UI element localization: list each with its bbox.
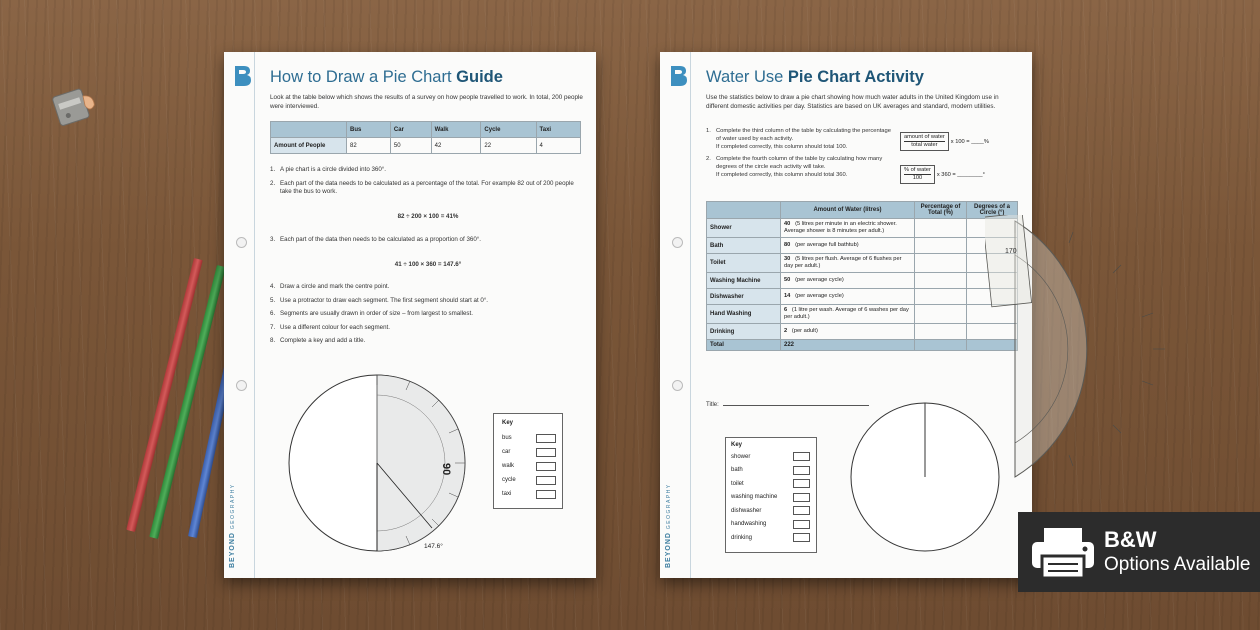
amount-note: (per adult) bbox=[791, 328, 818, 334]
key-colour-box[interactable] bbox=[793, 506, 810, 515]
key-colour-box[interactable] bbox=[793, 452, 810, 461]
amount-note: (per average cycle) bbox=[795, 293, 844, 299]
margin-line bbox=[254, 52, 255, 578]
key-row bbox=[726, 531, 816, 545]
activity-cell: Washing Machine bbox=[707, 273, 781, 289]
key-label: taxi bbox=[502, 491, 512, 497]
step-text: Each part of the data needs to be calculated as a percentage of the total. For example 82 out of 200 people take the bus to work. bbox=[280, 179, 574, 196]
margin-line bbox=[690, 52, 691, 578]
key-row bbox=[494, 445, 562, 459]
table-row bbox=[707, 305, 1018, 324]
protractor-tool-icon bbox=[985, 215, 1175, 485]
amount-value: 6 bbox=[784, 307, 788, 313]
key-label: shower bbox=[731, 453, 751, 460]
beyond-logo-icon bbox=[232, 64, 252, 86]
key-colour-box[interactable] bbox=[793, 493, 810, 502]
formula-denominator: 100 bbox=[904, 174, 931, 182]
key-label: cycle bbox=[502, 477, 516, 483]
step-text: Complete a key and add a title. bbox=[280, 337, 366, 345]
key-row bbox=[494, 487, 562, 501]
key-row bbox=[494, 459, 562, 473]
key-label: dishwasher bbox=[731, 507, 762, 514]
amount-value: 40 bbox=[784, 221, 791, 227]
table-header-cell bbox=[707, 202, 781, 219]
key-row bbox=[726, 518, 816, 532]
table-row bbox=[707, 324, 1018, 340]
step-text: Draw a circle and mark the centre point. bbox=[280, 283, 390, 290]
amount-note: (5 litres per flush. Average of 6 flushes per day per adult.) bbox=[784, 256, 902, 269]
key-label: drinking bbox=[731, 534, 753, 541]
list-item bbox=[270, 180, 586, 197]
punch-hole bbox=[236, 237, 247, 248]
key-label: bus bbox=[502, 435, 512, 441]
steps-list-b bbox=[270, 236, 586, 250]
key-colour-box[interactable] bbox=[793, 479, 810, 488]
calculation-2: 41 ÷ 100 × 360 = 147.6° bbox=[394, 261, 462, 268]
step-note: If completed correctly, this column should total 100. bbox=[716, 143, 848, 150]
steps-list-a bbox=[270, 166, 586, 202]
key-title: Key bbox=[502, 420, 514, 426]
list-item bbox=[270, 283, 586, 292]
percentage-input-cell[interactable] bbox=[915, 219, 967, 238]
amount-cell bbox=[781, 254, 915, 273]
pie-circle-with-protractor bbox=[282, 370, 472, 560]
activity-cell: Shower bbox=[707, 219, 781, 238]
badge-line-2: Options Available bbox=[1104, 554, 1251, 575]
key-colour-box[interactable] bbox=[793, 533, 810, 542]
step-text: A pie chart is a circle divided into 360°. bbox=[280, 166, 386, 173]
table-header-row bbox=[707, 202, 1018, 219]
amount-value: 30 bbox=[784, 256, 791, 262]
formula-numerator: amount of water bbox=[904, 134, 945, 140]
step-text: Each part of the data then needs to be calculated as a proportion of 360°. bbox=[280, 236, 481, 243]
table-header-cell: Car bbox=[390, 122, 431, 138]
angle-label: 147.6° bbox=[424, 543, 443, 550]
step-number: 4. bbox=[270, 283, 276, 290]
table-header-row bbox=[271, 122, 581, 138]
amount-note: (per average full bathtub) bbox=[795, 242, 859, 248]
list-item bbox=[270, 166, 586, 175]
key-colour-box[interactable] bbox=[793, 520, 810, 529]
step-number: 6. bbox=[270, 310, 276, 318]
amount-value: 80 bbox=[784, 242, 791, 248]
table-header-cell: Taxi bbox=[536, 122, 580, 138]
key-label: washing machine bbox=[731, 494, 778, 501]
key-row bbox=[726, 464, 816, 478]
step-number: 2. bbox=[706, 156, 711, 163]
printer-icon bbox=[1028, 522, 1098, 582]
list-item bbox=[270, 324, 586, 333]
page-title bbox=[270, 68, 503, 87]
percentage-input-cell[interactable] bbox=[915, 324, 967, 340]
title-input-line[interactable] bbox=[723, 405, 869, 406]
table-row bbox=[271, 138, 581, 154]
intro-text: Look at the table below which shows the results of a survey on how people travelled to work. In total, 200 people were interviewed. bbox=[270, 94, 583, 111]
formula-numerator: % of water bbox=[904, 167, 931, 173]
survey-table bbox=[270, 121, 581, 154]
title-prompt-label: Title: bbox=[706, 402, 719, 408]
key-label: walk bbox=[502, 463, 515, 469]
protractor-tool-label: 170 bbox=[1005, 248, 1017, 255]
step-text: Complete the fourth column of the table by calculating how many degrees of the circle each activity will take. bbox=[716, 156, 883, 171]
formula-rest: x 100 = ____% bbox=[950, 138, 989, 145]
pie-chart-guide-worksheet bbox=[224, 52, 596, 578]
page-title bbox=[706, 68, 924, 87]
key-row bbox=[726, 477, 816, 491]
percentage-input-cell[interactable] bbox=[915, 289, 967, 305]
amount-value: 14 bbox=[784, 293, 791, 299]
activity-cell: Dishwasher bbox=[707, 289, 781, 305]
key-box bbox=[725, 437, 817, 553]
amount-cell bbox=[781, 324, 915, 340]
formula-fraction bbox=[900, 165, 935, 184]
table-header-cell: Bus bbox=[347, 122, 391, 138]
key-row bbox=[726, 491, 816, 505]
total-row bbox=[707, 340, 1018, 351]
formula-rest: x 360 = ________° bbox=[936, 171, 985, 178]
formula-denominator: total water bbox=[904, 141, 945, 149]
table-header-cell: Amount of Water (litres) bbox=[781, 202, 915, 219]
step-number: 7. bbox=[270, 323, 276, 331]
table-cell: 4 bbox=[536, 138, 580, 154]
amount-note: (per average cycle) bbox=[795, 277, 844, 283]
table-cell: 82 bbox=[347, 138, 391, 154]
list-item bbox=[270, 310, 586, 319]
badge-text bbox=[1104, 527, 1250, 577]
punch-hole bbox=[672, 380, 683, 391]
row-label: Amount of People bbox=[271, 138, 347, 154]
key-label: toilet bbox=[731, 480, 744, 487]
formula-degrees bbox=[900, 165, 985, 184]
key-row bbox=[494, 431, 562, 445]
key-row bbox=[726, 504, 816, 518]
percentage-input-cell[interactable] bbox=[915, 273, 967, 289]
formula-percentage bbox=[900, 132, 989, 151]
protractor-label: 90 bbox=[440, 463, 452, 476]
list-item bbox=[706, 156, 896, 179]
amount-cell bbox=[781, 273, 915, 289]
activity-cell: Bath bbox=[707, 238, 781, 254]
amount-note: (1 litre per wash. Average of 6 washes per day per adult.) bbox=[784, 307, 909, 320]
table-header-cell: Percentage of Total (%) bbox=[915, 202, 967, 219]
punch-hole bbox=[236, 380, 247, 391]
steps-list-c bbox=[270, 283, 586, 351]
bw-options-badge bbox=[1018, 512, 1260, 592]
amount-value: 50 bbox=[784, 277, 791, 283]
step-text: Segments are usually drawn in order of size – from largest to smallest. bbox=[280, 310, 473, 318]
key-colour-box[interactable] bbox=[536, 462, 556, 471]
step-text: Use a protractor to draw each segment. The first segment should start at 0°. bbox=[280, 296, 489, 304]
table-header-cell bbox=[271, 122, 347, 138]
punch-hole bbox=[672, 237, 683, 248]
table-cell: 22 bbox=[481, 138, 536, 154]
percentage-input-cell[interactable] bbox=[915, 305, 967, 324]
step-note: If completed correctly, this column should total 360. bbox=[716, 171, 848, 178]
amount-value: 2 bbox=[784, 328, 788, 334]
formula-fraction bbox=[900, 132, 949, 151]
key-row bbox=[494, 473, 562, 487]
total-value: 222 bbox=[781, 340, 915, 351]
pencil-sharpener-icon bbox=[46, 79, 103, 135]
key-row bbox=[726, 450, 816, 464]
table-row bbox=[707, 238, 1018, 254]
step-number: 1. bbox=[706, 128, 711, 134]
amount-cell bbox=[781, 289, 915, 305]
instructions-list bbox=[706, 128, 896, 185]
total-label: Total bbox=[707, 340, 781, 351]
intro-text: Use the statistics below to draw a pie chart showing how much water adults in the United Kingdom use in different domestic activities per day. Statistics are based on UK averages and standard, modern utilities. bbox=[706, 94, 999, 111]
amount-note: (5 litres per minute in an electric shower. Average shower is 8 minutes per adult.) bbox=[784, 221, 897, 234]
brand-vertical bbox=[665, 478, 685, 568]
title-plain: Water Use bbox=[706, 68, 788, 86]
water-use-table bbox=[706, 201, 1018, 351]
key-colour-box[interactable] bbox=[793, 466, 810, 475]
step-number: 8. bbox=[270, 337, 276, 345]
key-label: bath bbox=[731, 467, 743, 474]
amount-cell bbox=[781, 219, 915, 238]
table-row bbox=[707, 273, 1018, 289]
table-header-cell: Degrees of a Circle (°) bbox=[967, 202, 1018, 219]
percentage-input-cell[interactable] bbox=[915, 254, 967, 273]
list-item bbox=[270, 236, 586, 245]
step-number: 3. bbox=[270, 236, 276, 243]
brand-text: BEYOND bbox=[229, 532, 236, 568]
list-item bbox=[270, 297, 586, 306]
key-label: car bbox=[502, 449, 511, 455]
brand-vertical bbox=[229, 478, 249, 568]
brand-subtext: GEOGRAPHY bbox=[230, 483, 236, 530]
step-number: 5. bbox=[270, 296, 276, 304]
amount-cell bbox=[781, 238, 915, 254]
key-title: Key bbox=[731, 442, 743, 448]
activity-cell: Drinking bbox=[707, 324, 781, 340]
title-bold: Pie Chart Activity bbox=[787, 68, 924, 86]
step-text: Use a different colour for each segment. bbox=[280, 323, 390, 331]
table-row bbox=[707, 219, 1018, 238]
key-colour-box[interactable] bbox=[536, 434, 556, 443]
title-plain: How to Draw a Pie Chart bbox=[270, 68, 457, 86]
amount-cell bbox=[781, 305, 915, 324]
beyond-logo-icon bbox=[668, 64, 688, 86]
key-colour-box[interactable] bbox=[536, 448, 556, 457]
table-cell: 50 bbox=[390, 138, 431, 154]
list-item bbox=[270, 337, 586, 346]
brand-text: BEYOND bbox=[665, 532, 672, 568]
table-row bbox=[707, 289, 1018, 305]
brand-subtext: GEOGRAPHY bbox=[666, 483, 672, 530]
title-bold: Guide bbox=[456, 68, 503, 86]
list-item bbox=[706, 128, 896, 151]
key-colour-box[interactable] bbox=[536, 490, 556, 499]
step-text: Complete the third column of the table by calculating the percentage of water used by each activity. bbox=[716, 128, 891, 142]
step-number: 1. bbox=[270, 166, 276, 173]
activity-cell: Hand Washing bbox=[707, 305, 781, 324]
table-header-cell: Cycle bbox=[481, 122, 536, 138]
table-cell: 42 bbox=[431, 138, 481, 154]
table-header-cell: Walk bbox=[431, 122, 481, 138]
percentage-input-cell[interactable] bbox=[915, 238, 967, 254]
activity-cell: Toilet bbox=[707, 254, 781, 273]
step-number: 2. bbox=[270, 179, 276, 187]
water-use-activity-worksheet bbox=[660, 52, 1032, 578]
table-row bbox=[707, 254, 1018, 273]
key-label: handwashing bbox=[731, 521, 767, 528]
title-prompt bbox=[706, 402, 869, 408]
total-percentage-cell[interactable] bbox=[915, 340, 967, 351]
key-box bbox=[493, 413, 563, 509]
badge-line-1: B&W bbox=[1104, 527, 1157, 552]
key-colour-box[interactable] bbox=[536, 476, 556, 485]
calculation-1: 82 ÷ 200 × 100 = 41% bbox=[397, 213, 459, 220]
empty-pie-circle[interactable] bbox=[848, 402, 1004, 552]
